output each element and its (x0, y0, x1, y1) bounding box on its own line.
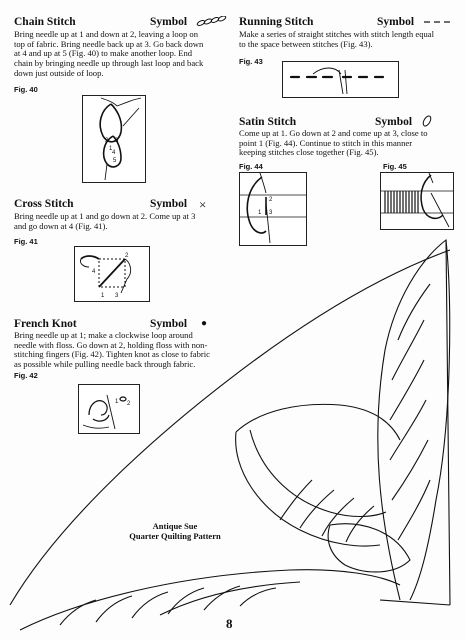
fig40-num-3: 3 (115, 138, 119, 144)
fig-43-label: Fig. 43 (239, 57, 263, 66)
fig44-num-3: 3 (269, 210, 273, 216)
running-stitch-title: Running Stitch (239, 16, 314, 28)
cross-line-2: and go down at 4 (Fig. 41). (14, 220, 108, 231)
french-knot-symbol-icon: ● (201, 318, 208, 329)
pattern-caption-line-1: Antique Sue (152, 521, 198, 531)
chain-line-2: top of fabric. Bring needle back up at 3. Go back down (14, 38, 204, 49)
running-symbol-label: Symbol (377, 16, 415, 28)
french-line-1: Bring needle up at 1; make a clockwise loop around (14, 330, 193, 340)
cross-stitch-title: Cross Stitch (14, 198, 74, 210)
satin-stitch-title: Satin Stitch (239, 116, 297, 128)
satin-line-3: keeping stitches close together (Fig. 45). (239, 147, 379, 158)
pattern-caption (112, 521, 238, 541)
fig40-num-5: 5 (113, 158, 117, 164)
chain-line-4: chain by bringing needle up through last loop and back (14, 58, 204, 69)
french-knot-title: French Knot (14, 318, 77, 330)
fig-44-label: Fig. 44 (239, 162, 263, 171)
satin-line-1: Come up at 1. Go down at 2 and come up at 3, close to (239, 128, 428, 138)
fig40-num-1: 1 (109, 146, 113, 152)
fig41-num-4: 4 (92, 269, 96, 275)
fig41-num-2: 2 (125, 253, 129, 259)
cross-stitch-symbol-icon: × (199, 197, 207, 212)
fig-40-label: Fig. 40 (14, 85, 38, 94)
french-line-2: needle with floss. Go down at 2, holding floss with non- (14, 339, 208, 350)
fig40-num-2: 2 (105, 138, 109, 144)
fig-45-label: Fig. 45 (383, 162, 407, 171)
cross-symbol-label: Symbol (150, 198, 188, 210)
fig44-num-1: 1 (258, 210, 262, 216)
fig-41-label: Fig. 41 (14, 237, 38, 246)
french-symbol-label: Symbol (150, 318, 188, 330)
cross-line-1: Bring needle up at 1 and go down at 2. Come up at 3 (14, 211, 196, 221)
french-line-4: as possible while pulling needle back through fabric. (14, 359, 196, 370)
fig42-num-1: 1 (115, 399, 119, 405)
fig41-num-1: 1 (101, 293, 105, 299)
pattern-caption-line-2: Quarter Quilting Pattern (129, 531, 221, 541)
fig-42-label: Fig. 42 (14, 371, 38, 380)
fig40-num-4: 4 (112, 150, 116, 156)
chain-symbol-label: Symbol (150, 16, 188, 28)
running-line-1: Make a series of straight stitches with stitch length equal (239, 29, 434, 39)
chain-line-3: at 4 and up at 5 (Fig. 40) to make another loop. End (14, 48, 193, 59)
page-number: 8 (226, 616, 233, 631)
satin-line-2: point 1 (Fig. 44). Continue to stitch in this manner (239, 137, 413, 148)
fig42-num-2: 2 (127, 401, 131, 407)
chain-line-5: down just outside of loop. (14, 67, 104, 78)
chain-line-1: Bring needle up at 1 and down at 2, leaving a loop on (14, 29, 199, 39)
running-line-2: to the space between stitches (Fig. 43). (239, 38, 373, 49)
chain-stitch-title: Chain Stitch (14, 16, 76, 28)
satin-symbol-label: Symbol (375, 116, 413, 128)
french-line-3: stitching fingers (Fig. 42). Tighten knot as close to fabric (14, 349, 210, 360)
fig41-num-3: 3 (115, 293, 119, 299)
fig44-num-2: 2 (269, 197, 273, 203)
